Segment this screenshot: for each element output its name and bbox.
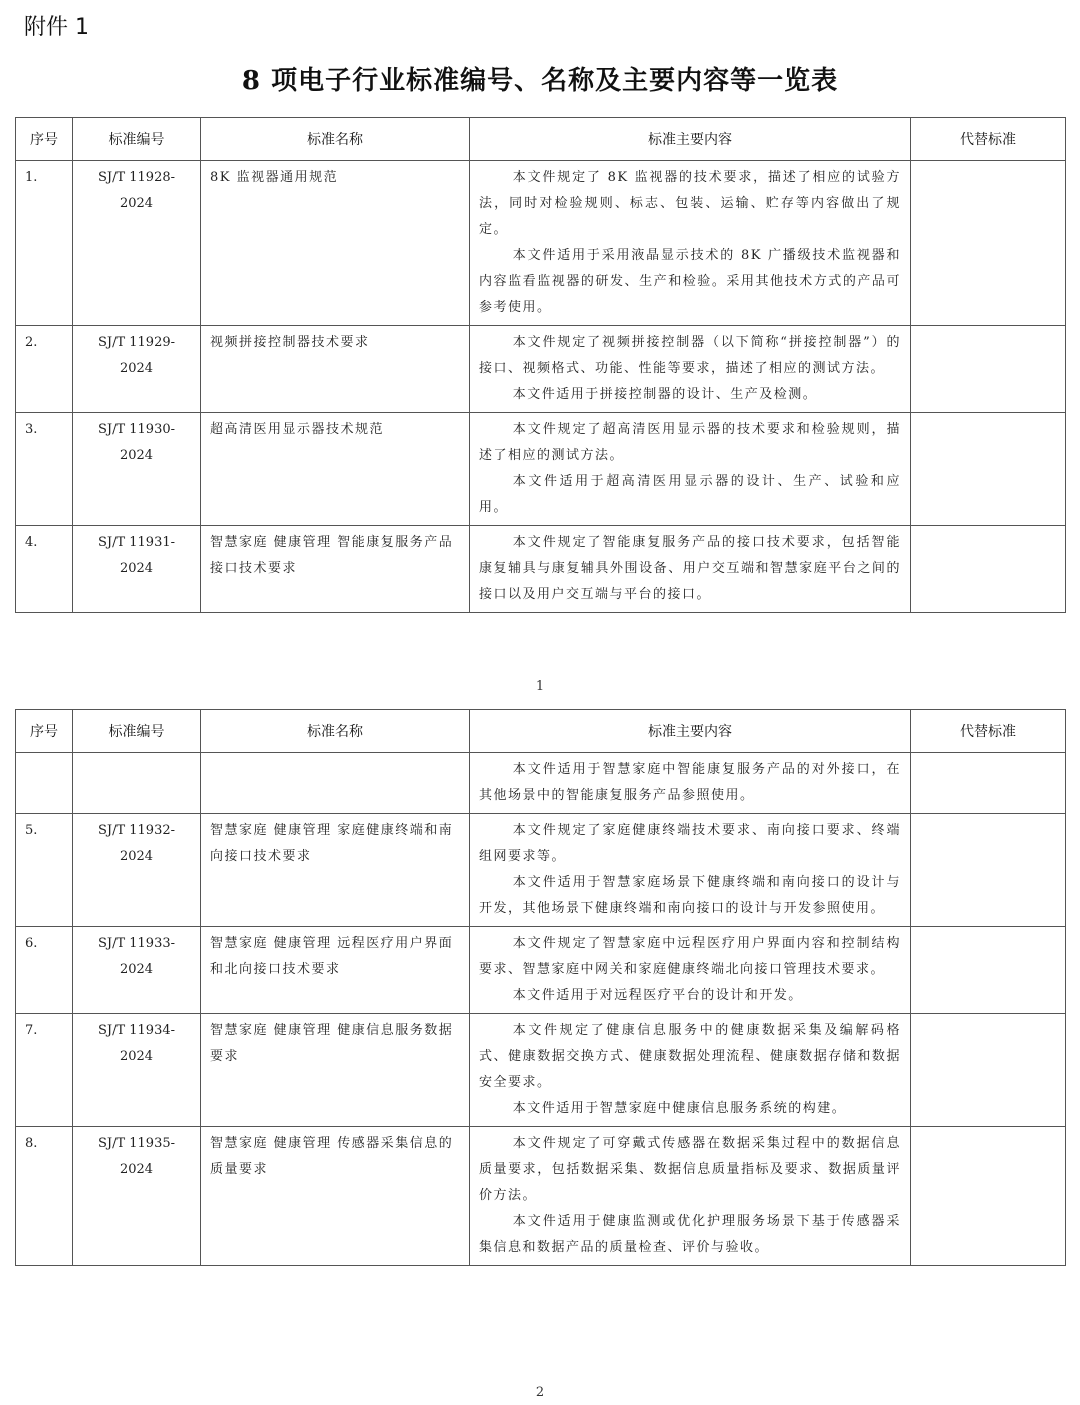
standards-table-page-1 <box>15 117 1066 613</box>
content-paragraph: 本文件规定了健康信息服务中的健康数据采集及编解码格式、健康数据交换方式、健康数据处理流程、健康数据存储和数据安全要求。 <box>479 1023 901 1090</box>
cell-index: 7. <box>16 1014 73 1127</box>
table-header-row <box>16 710 1066 753</box>
cell-replaces <box>911 413 1066 526</box>
cell-standard-code: SJ/T 11929-2024 <box>73 326 201 413</box>
cell-index <box>16 753 73 814</box>
cell-standard-name: 智慧家庭 健康管理 远程医疗用户界面和北向接口技术要求 <box>201 927 470 1014</box>
cell-standard-name <box>201 753 470 814</box>
content-paragraph: 本文件适用于拼接控制器的设计、生产及检测。 <box>512 387 818 402</box>
attachment-label: 附件 1 <box>24 15 89 40</box>
cell-replaces <box>911 161 1066 326</box>
cell-standard-code: SJ/T 11933-2024 <box>73 927 201 1014</box>
cell-standard-name: 超高清医用显示器技术规范 <box>201 413 470 526</box>
content-paragraph: 本文件规定了智慧家庭中远程医疗用户界面内容和控制结构要求、智慧家庭中网关和家庭健康终端北向接口管理技术要求。 <box>479 936 901 977</box>
table-row <box>16 814 1066 927</box>
cell-standard-code: SJ/T 11928-2024 <box>73 161 201 326</box>
content-paragraph: 本文件规定了超高清医用显示器的技术要求和检验规则，描述了相应的测试方法。 <box>479 422 901 463</box>
header-code: 标准编号 <box>73 710 201 753</box>
cell-standard-code: SJ/T 11935-2024 <box>73 1127 201 1266</box>
content-paragraph: 本文件适用于超高清医用显示器的设计、生产、试验和应用。 <box>479 474 901 515</box>
cell-standard-name: 智慧家庭 健康管理 健康信息服务数据要求 <box>201 1014 470 1127</box>
cell-main-content <box>470 753 911 814</box>
table-row <box>16 1127 1066 1266</box>
header-index: 序号 <box>16 118 73 161</box>
cell-standard-code <box>73 753 201 814</box>
cell-index: 3. <box>16 413 73 526</box>
cell-replaces <box>911 814 1066 927</box>
cell-main-content <box>470 326 911 413</box>
cell-standard-name: 智慧家庭 健康管理 智能康复服务产品接口技术要求 <box>201 526 470 613</box>
cell-standard-code: SJ/T 11934-2024 <box>73 1014 201 1127</box>
cell-standard-name: 视频拼接控制器技术要求 <box>201 326 470 413</box>
cell-index: 8. <box>16 1127 73 1266</box>
cell-index: 2. <box>16 326 73 413</box>
header-code: 标准编号 <box>73 118 201 161</box>
cell-main-content <box>470 1127 911 1266</box>
content-paragraph: 本文件规定了 8K 监视器的技术要求，描述了相应的试验方法，同时对检验规则、标志、包装、运输、贮存等内容做出了规定。 <box>479 170 901 237</box>
table-row <box>16 326 1066 413</box>
cell-standard-name: 智慧家庭 健康管理 家庭健康终端和南向接口技术要求 <box>201 814 470 927</box>
table-row <box>16 161 1066 326</box>
cell-replaces <box>911 927 1066 1014</box>
content-paragraph: 本文件规定了可穿戴式传感器在数据采集过程中的数据信息质量要求，包括数据采集、数据信息质量指标及要求、数据质量评价方法。 <box>479 1136 901 1203</box>
header-replaces: 代替标准 <box>911 710 1066 753</box>
page-number-2: 2 <box>535 1385 545 1400</box>
cell-replaces <box>911 1127 1066 1266</box>
table-row <box>16 413 1066 526</box>
cell-main-content <box>470 161 911 326</box>
header-content: 标准主要内容 <box>470 710 911 753</box>
header-name: 标准名称 <box>201 118 470 161</box>
cell-replaces <box>911 526 1066 613</box>
content-paragraph: 本文件适用于健康监测或优化护理服务场景下基于传感器采集信息和数据产品的质量检查、评价与验收。 <box>479 1214 901 1255</box>
content-paragraph: 本文件适用于智慧家庭中健康信息服务系统的构建。 <box>512 1101 847 1116</box>
content-paragraph: 本文件适用于智慧家庭中智能康复服务产品的对外接口，在其他场景中的智能康复服务产品参照使用。 <box>479 762 901 803</box>
cell-standard-name: 8K 监视器通用规范 <box>201 161 470 326</box>
header-name: 标准名称 <box>201 710 470 753</box>
cell-main-content <box>470 526 911 613</box>
cell-index: 1. <box>16 161 73 326</box>
page-title: 8 项电子行业标准编号、名称及主要内容等一览表 <box>241 66 839 96</box>
cell-standard-name: 智慧家庭 健康管理 传感器采集信息的质量要求 <box>201 1127 470 1266</box>
content-paragraph: 本文件规定了视频拼接控制器（以下简称“拼接控制器”）的接口、视频格式、功能、性能等要求，描述了相应的测试方法。 <box>479 335 901 376</box>
standards-table-page-2 <box>15 709 1066 1266</box>
cell-standard-code: SJ/T 11932-2024 <box>73 814 201 927</box>
cell-main-content <box>470 814 911 927</box>
table-row <box>16 753 1066 814</box>
cell-standard-code: SJ/T 11931-2024 <box>73 526 201 613</box>
cell-standard-code: SJ/T 11930-2024 <box>73 413 201 526</box>
table-header-row <box>16 118 1066 161</box>
cell-index: 5. <box>16 814 73 927</box>
cell-replaces <box>911 753 1066 814</box>
cell-index: 4. <box>16 526 73 613</box>
page-number-1: 1 <box>535 679 545 694</box>
table-row <box>16 927 1066 1014</box>
table-row <box>16 526 1066 613</box>
header-replaces: 代替标准 <box>911 118 1066 161</box>
content-paragraph: 本文件适用于采用液晶显示技术的 8K 广播级技术监视器和内容监看监视器的研发、生产和检验。采用其他技术方式的产品可参考使用。 <box>479 248 901 315</box>
cell-main-content <box>470 1014 911 1127</box>
header-index: 序号 <box>16 710 73 753</box>
header-content: 标准主要内容 <box>470 118 911 161</box>
table-row <box>16 1014 1066 1127</box>
content-paragraph: 本文件规定了智能康复服务产品的接口技术要求，包括智能康复辅具与康复辅具外围设备、用户交互端和智慧家庭平台之间的接口以及用户交互端与平台的接口。 <box>479 535 901 602</box>
cell-main-content <box>470 927 911 1014</box>
content-paragraph: 本文件适用于对远程医疗平台的设计和开发。 <box>512 988 803 1003</box>
cell-replaces <box>911 326 1066 413</box>
content-paragraph: 本文件规定了家庭健康终端技术要求、南向接口要求、终端组网要求等。 <box>479 823 901 864</box>
cell-index: 6. <box>16 927 73 1014</box>
content-paragraph: 本文件适用于智慧家庭场景下健康终端和南向接口的设计与开发，其他场景下健康终端和南向接口的设计与开发参照使用。 <box>479 875 901 916</box>
cell-replaces <box>911 1014 1066 1127</box>
cell-main-content <box>470 413 911 526</box>
